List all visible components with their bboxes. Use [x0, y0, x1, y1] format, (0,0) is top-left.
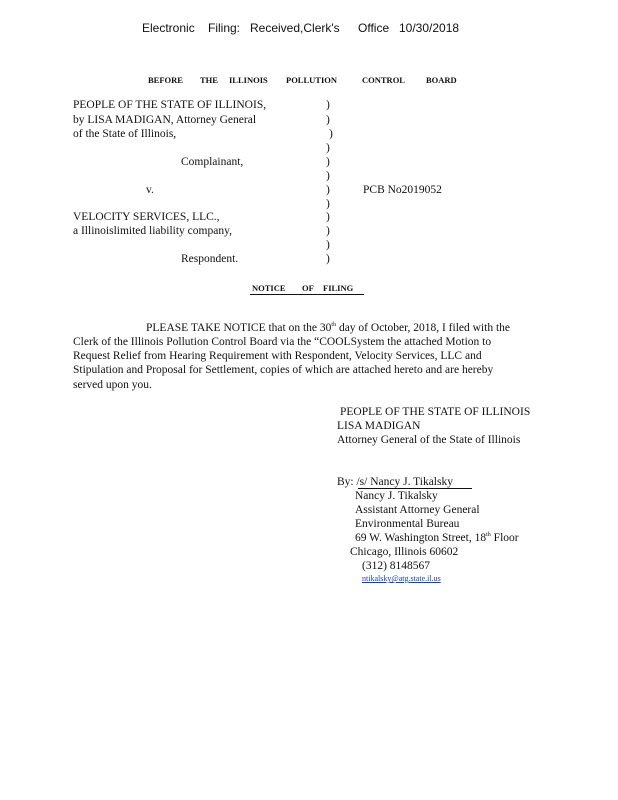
- caption-paren: ): [326, 225, 330, 237]
- body-text: day of October, 2018, I filed with the: [338, 322, 510, 334]
- signature-party: PEOPLE OF THE STATE OF ILLINOIS: [340, 406, 531, 418]
- address-text: 69 W. Washington Street, 18: [355, 532, 487, 544]
- signature-email-link[interactable]: ntikalsky@atg.state.il.us: [362, 574, 441, 583]
- header-date: 10/30/2018: [399, 21, 460, 35]
- header-office: Office: [358, 21, 390, 35]
- signature-bureau: Environmental Bureau: [355, 518, 460, 530]
- body-line: Clerk of the Illinois Pollution Control Board via the “COOLSystem the attached Motion to: [73, 336, 492, 348]
- caption-paren: ): [326, 239, 330, 251]
- caption-respondent-name: VELOCITY SERVICES, LLC.,: [73, 211, 220, 223]
- signature-city: Chicago, Illinois 60602: [350, 546, 459, 558]
- board-title-word: BOARD: [426, 75, 457, 85]
- address-superscript: th: [486, 532, 491, 539]
- signature-party: LISA MADIGAN: [337, 420, 421, 432]
- signature-name: Nancy J. Tikalsky: [355, 490, 438, 502]
- caption-paren: ): [326, 142, 330, 154]
- caption-paren: ): [326, 156, 330, 168]
- signature-by: By: /s/ Nancy J. Tikalsky: [337, 476, 453, 488]
- board-title-word: BEFORE: [148, 75, 183, 85]
- caption-paren: ): [326, 253, 330, 265]
- body-line: served upon you.: [73, 379, 152, 391]
- board-title-word: ILLINOIS: [229, 75, 268, 85]
- body-line: Request Relief from Hearing Requirement with Respondent, Velocity Services, LLC and: [73, 350, 482, 362]
- caption-paren: ): [326, 99, 330, 111]
- notice-underline: [250, 294, 364, 295]
- body-line: [146, 322, 510, 334]
- caption-paren: ): [326, 211, 330, 223]
- caption-plaintiff: by LISA MADIGAN, Attorney General: [73, 114, 257, 126]
- caption-paren: ): [326, 184, 330, 196]
- notice-title-word: FILING: [323, 283, 354, 293]
- caption-respondent-name: a Illinoislimited liability company,: [73, 225, 232, 237]
- caption-versus: v.: [146, 184, 154, 196]
- signature-title: Assistant Attorney General: [355, 504, 480, 516]
- board-title-word: CONTROL: [362, 75, 405, 85]
- caption-paren: ): [326, 198, 330, 210]
- notice-title-word: NOTICE: [252, 283, 286, 293]
- signature-underline: [358, 488, 472, 489]
- caption-complainant: Complainant,: [181, 156, 244, 168]
- address-text: Floor: [493, 532, 519, 544]
- caption-plaintiff: PEOPLE OF THE STATE OF ILLINOIS,: [73, 99, 267, 111]
- body-text: PLEASE TAKE NOTICE that on the 30: [146, 322, 332, 334]
- caption-respondent: Respondent.: [181, 253, 239, 265]
- board-title-word: THE: [200, 75, 218, 85]
- body-line: Stipulation and Proposal for Settlement, copies of which are attached hereto and are hereby: [73, 364, 494, 376]
- caption-paren: ): [326, 114, 330, 126]
- notice-title-word: OF: [302, 283, 314, 293]
- caption-paren: ): [326, 170, 330, 182]
- caption-paren: ): [329, 128, 333, 140]
- signature-party: Attorney General of the State of Illinois: [337, 434, 521, 446]
- header-received: Received,Clerk's: [250, 21, 340, 35]
- body-superscript: th: [331, 322, 337, 329]
- header-electronic: Electronic: [142, 21, 195, 35]
- signature-address: [355, 532, 519, 544]
- case-number: PCB No2019052: [363, 184, 442, 196]
- board-title-word: POLLUTION: [286, 75, 338, 85]
- header-filing: Filing:: [208, 21, 241, 35]
- caption-plaintiff: of the State of Illinois,: [73, 128, 177, 140]
- signature-phone: (312) 8148567: [362, 560, 431, 572]
